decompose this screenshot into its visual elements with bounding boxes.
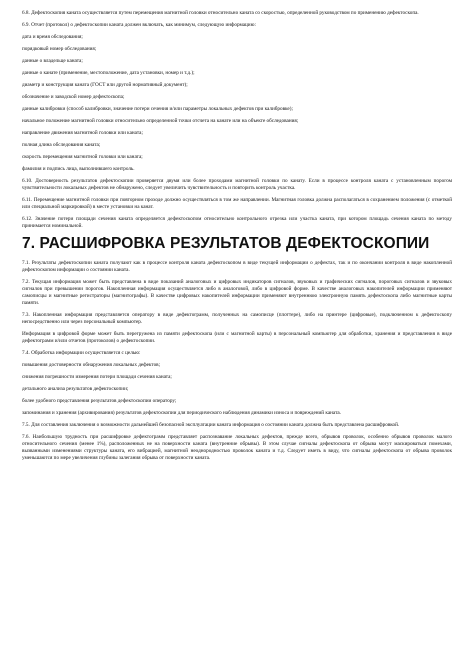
paragraph-7-1: 7.1. Результаты дефектоскопии каната получают как в процессе контроля каната дефектоскопом в виде текущей информации о дефектах, так и по окончании контроля в виде накопленной дефектоскопом информации о состоянии каната. [22, 260, 452, 273]
paragraph-6-9: 6.9. Отчет (протокол) о дефектоскопии каната должен включать, как минимум, следующую информацию: [22, 22, 256, 28]
paragraph-6-10: 6.10. Достоверность результатов дефектоскопии проверяется двумя или более проходами магнитной головки по канату. Если в процессе контроля каната с установленным порогом чувствительности локальных дефектов не обнаружено, следует увеличить чувствительность и повторить контроль участка. [22, 178, 452, 191]
list-item: снижения погрешности измерения потери площади сечения каната; [22, 374, 172, 380]
list-item: скорость перемещения магнитной головки или каната; [22, 154, 143, 160]
list-item: фамилия и подпись лица, выполнившего контроль. [22, 166, 135, 172]
paragraph-6-11: 6.11. Перемещение магнитной головки при повторном проходе должно осуществляться в том же направлении. Магнитная головка должна располагаться в сохранением положения (с отметкой или специальной маркировкой) в месте установки на канат. [22, 197, 452, 210]
paragraph-7-3-continued: Информация в цифровой форме может быть перегружена из памяти дефектоскопа (или с магнитной карты) в персональный компьютер для обработки, хранения и представления в виде дефектограмм и/или отчетов (протоколов) о дефектоскопии. [22, 331, 452, 344]
list-item: дата и время обследования; [22, 34, 83, 40]
list-item: данные о владельце каната; [22, 58, 83, 64]
list-item: повышения достоверности обнаружения локальных дефектов; [22, 362, 161, 368]
paragraph-7-5: 7.5. Для составления заключения о возможности дальнейшей безопасной эксплуатации каната информация о состоянии каната должна быть представлена расшифровкой. [22, 422, 400, 428]
paragraph-7-6: 7.6. Наибольшую трудность при расшифровке дефектограмм представляет распознавание локальных дефектов, прежде всего, обрывов проволок, особенно обрывов проволок малого относительного сечения (менее 1%), расположенных не на поверхности каната (внутренние обрывы). В этом случае сигналы дефектоскопа от обрыва могут маскироваться помехами, вызванными изменениями структуры каната, его вибрацией, магнитной неоднородностью проволок каната и т.д. Следует иметь в виду, что сигналы дефектоскопа от обрыва проволок уменьшаются по мере увеличения глубины залегания обрыва от поверхности каната. [22, 434, 452, 461]
section-heading: 7. РАСШИФРОВКА РЕЗУЛЬТАТОВ ДЕФЕКТОСКОПИИ [22, 235, 430, 252]
list-item: порядковый номер обследования; [22, 46, 97, 52]
list-item: более удобного представления результатов дефектоскопии оператору; [22, 398, 177, 404]
list-item: диаметр и конструкция каната (ГОСТ или другой нормативный документ); [22, 82, 188, 88]
list-item: направление движения магнитной головки или каната; [22, 130, 143, 136]
paragraph-7-3: 7.3. Накопленная информация представляется оператору в виде дефектограмм, полученных на самописце (плоттере), либо на принтере (цифровые), подключенном к дефектоскопу непосредственно или через персональный компьютер. [22, 312, 452, 325]
paragraph-6-12: 6.12. Значение потери площади сечения каната определяется дефектоскопом относительно контрольного отрезка или участка каната, при котором площадь сечения каната по методу принимается номинальной. [22, 216, 452, 229]
list-item: полная длина обследования каната; [22, 142, 101, 148]
paragraph-7-4: 7.4. Обработка информации осуществляется с целью: [22, 350, 141, 356]
list-item: данные калибровки (способ калибровки, значение потери сечения и/или параметры локальных дефектов при калибровке); [22, 106, 293, 112]
paragraph-6-8: 6.8. Дефектоскопия каната осуществляется путем перемещения магнитной головки относительно каната со скоростью, определенной руководством по применению дефектоскопа. [22, 10, 419, 16]
list-item: данные о канате (применение, местоположение, дата установки, номер и т.д.); [22, 70, 195, 76]
list-item: начальное положение магнитной головки относительно определенной точки отсчета на канате или на объекте обследования; [22, 118, 299, 124]
paragraph-7-2: 7.2. Текущая информация может быть представлена в виде показаний аналоговых и цифровых индикаторов сигналов, звуковых и графических сигналов, пороговых сигналов и звуковых сигналов при превышении порогов. Накопленная информация осуществляется либо в аналоговой, либо в цифровой форме. В качестве аналоговых накопителей информации применяют самописцы и магнитные регистраторы (магнитографы). В качестве цифровых накопителей информации применяют внутреннюю электронную память дефектоскопа либо магнитные карты памяти. [22, 279, 452, 306]
list-item: обозначение и заводской номер дефектоскопа; [22, 94, 125, 100]
list-item: запоминания и хранения (архивирования) результатов дефектоскопии для периодического наблюдения динамики износа и повреждений каната. [22, 410, 341, 416]
list-item: детального анализа результатов дефектоскопии; [22, 386, 129, 392]
